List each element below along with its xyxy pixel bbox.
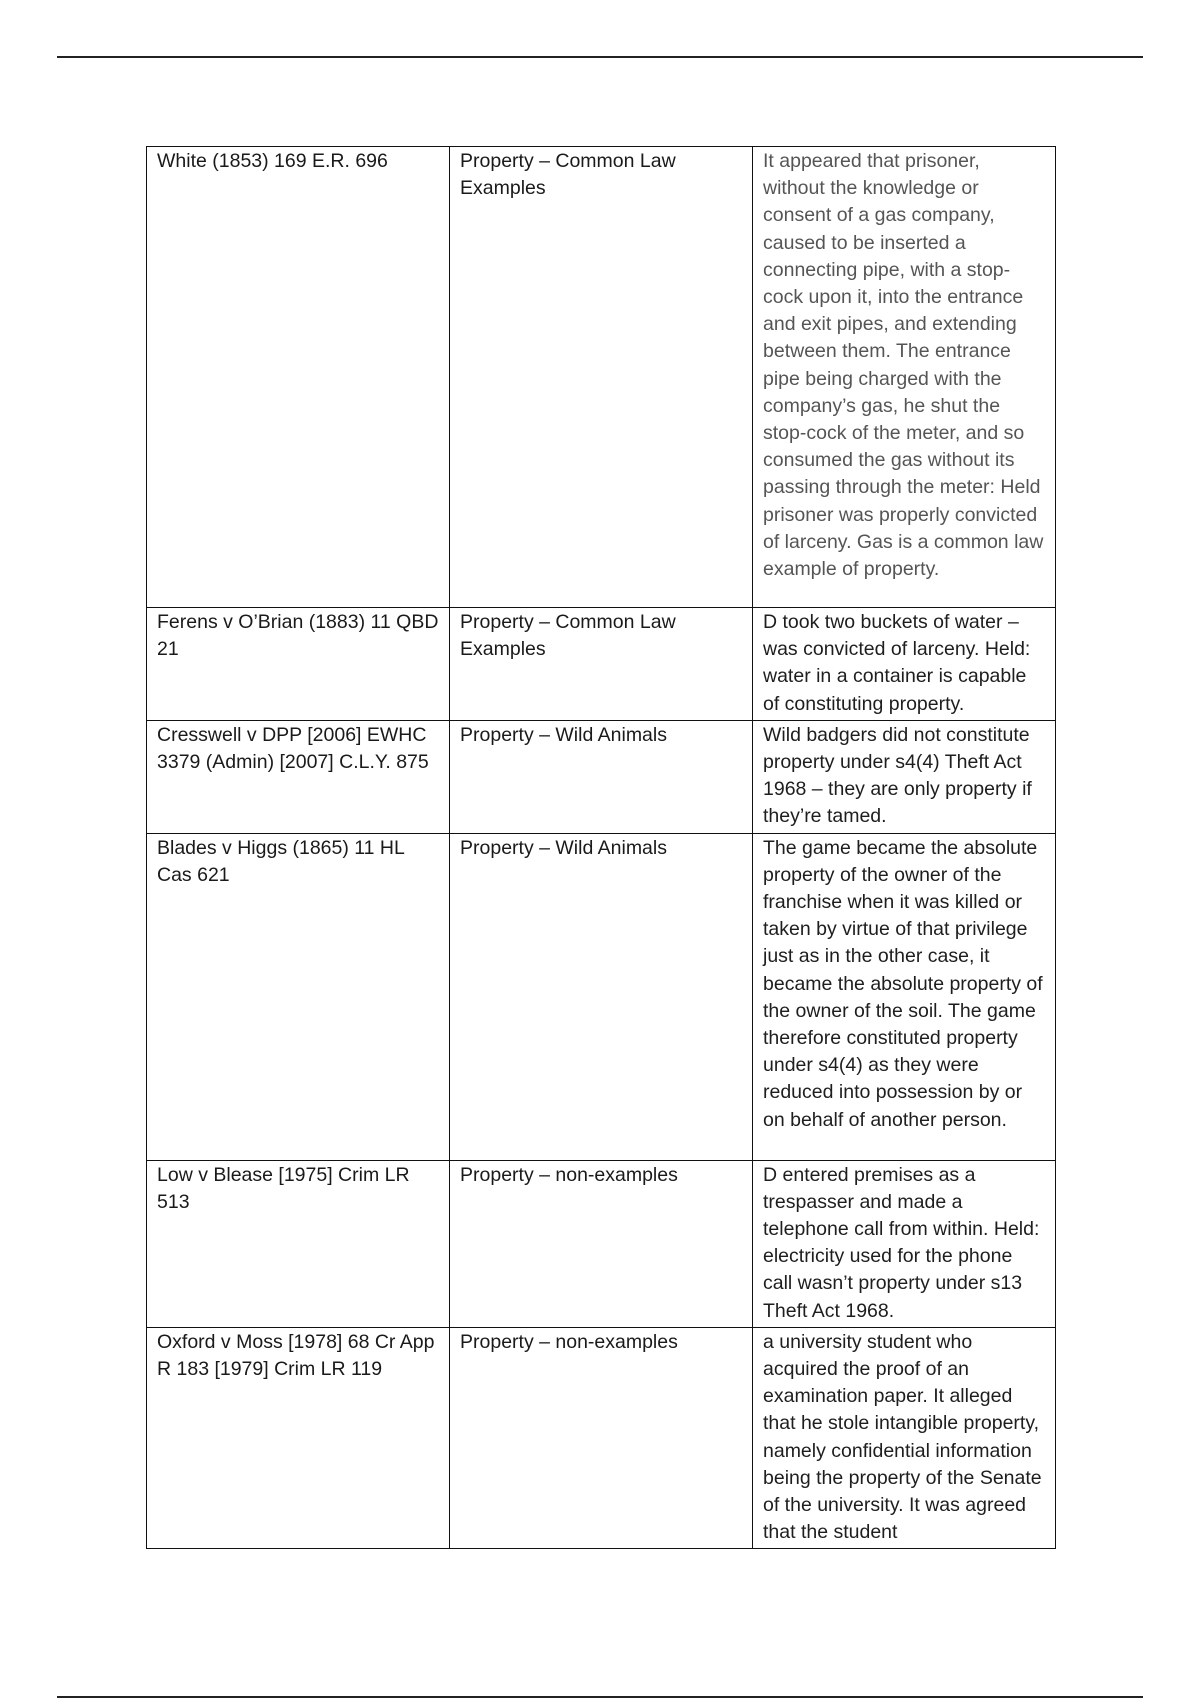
case-citation: Cresswell v DPP [2006] EWHC 3379 (Admin) [2007] C.L.Y. 875 — [147, 720, 450, 833]
case-citation: White (1853) 169 E.R. 696 — [147, 147, 450, 608]
table-row — [147, 608, 1056, 721]
case-summary: D took two buckets of water – was convicted of larceny. Held: water in a container is capable of constituting property. — [753, 608, 1056, 721]
case-summary: It appeared that prisoner, without the knowledge or consent of a gas company, caused to be inserted a connecting pipe, with a stop-cock upon it, into the entrance and exit pipes, and extending between them. The entrance pipe being charged with the company’s gas, he shut the stop-cock of the meter, and so consumed the gas without its passing through the meter: Held prisoner was properly convicted of larceny. Gas is a common law example of property. — [753, 147, 1056, 608]
case-summary: a university student who acquired the proof of an examination paper. It alleged that he stole intangible property, namely confidential information being the property of the Senate of the university. It was agreed that the student — [753, 1327, 1056, 1549]
case-topic: Property – non-examples — [450, 1327, 753, 1549]
case-topic: Property – non-examples — [450, 1160, 753, 1327]
case-topic: Property – Wild Animals — [450, 833, 753, 1160]
footer-rule — [57, 1696, 1143, 1698]
case-topic: Property – Common Law Examples — [450, 147, 753, 608]
case-summary: D entered premises as a trespasser and made a telephone call from within. Held: electricity used for the phone call wasn’t property under s13 Theft Act 1968. — [753, 1160, 1056, 1327]
case-summary: Wild badgers did not constitute property under s4(4) Theft Act 1968 – they are only property if they’re tamed. — [753, 720, 1056, 833]
table-row — [147, 1327, 1056, 1549]
table-row — [147, 147, 1056, 608]
header-rule — [57, 56, 1143, 58]
case-topic: Property – Wild Animals — [450, 720, 753, 833]
case-table — [146, 146, 1056, 1549]
case-citation: Ferens v O’Brian (1883) 11 QBD 21 — [147, 608, 450, 721]
case-topic: Property – Common Law Examples — [450, 608, 753, 721]
case-citation: Oxford v Moss [1978] 68 Cr App R 183 [1979] Crim LR 119 — [147, 1327, 450, 1549]
table-row — [147, 833, 1056, 1160]
case-citation: Low v Blease [1975] Crim LR 513 — [147, 1160, 450, 1327]
table-row — [147, 1160, 1056, 1327]
case-citation: Blades v Higgs (1865) 11 HL Cas 621 — [147, 833, 450, 1160]
case-summary: The game became the absolute property of the owner of the franchise when it was killed or taken by virtue of that privilege just as in the other case, it became the absolute property of the owner of the soil. The game therefore constituted property under s4(4) as they were reduced into possession by or on behalf of another person. — [753, 833, 1056, 1160]
table-row — [147, 720, 1056, 833]
